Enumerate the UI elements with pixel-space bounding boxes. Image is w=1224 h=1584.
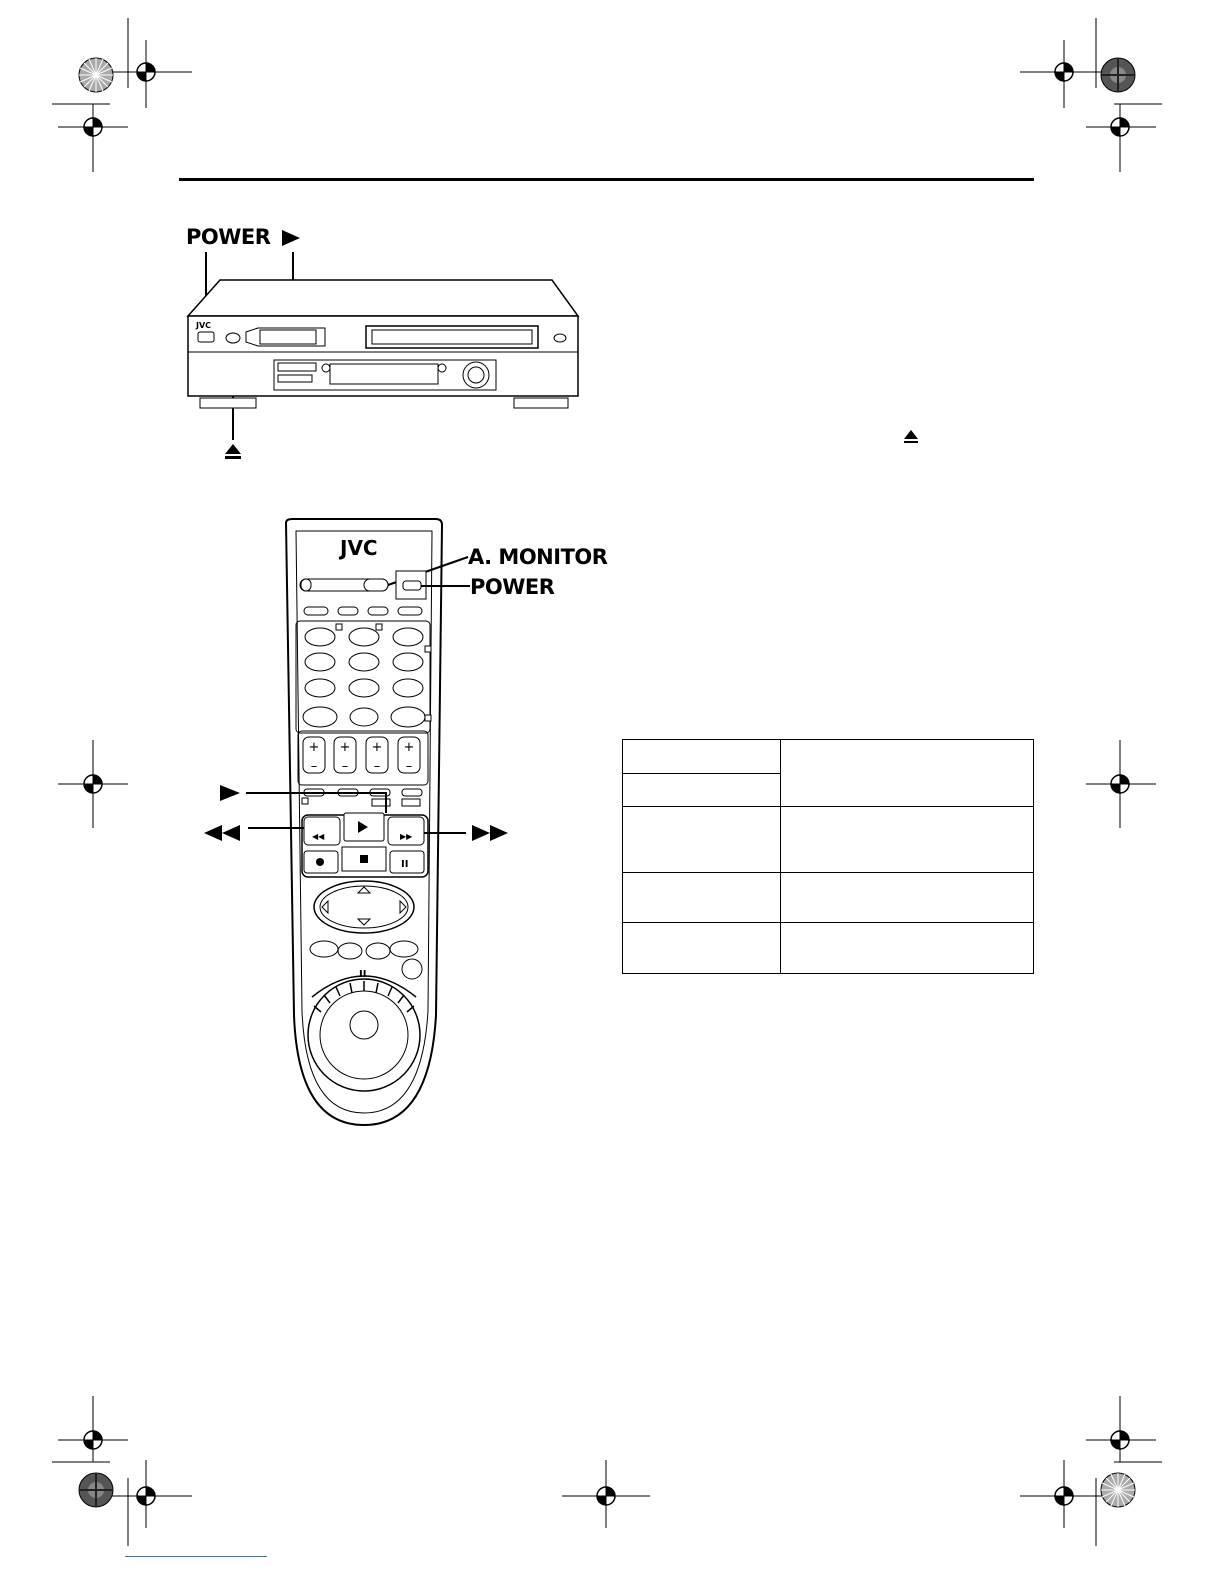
header-rule [179,178,1034,181]
remote-brand-text: JVC [340,536,378,560]
table-cell [623,873,781,923]
eject-icon [902,428,922,448]
remote-illustration [200,515,540,1135]
color-wheel-icon [76,1470,116,1510]
svg-text:–: – [310,759,318,774]
svg-text:–: – [341,759,349,774]
svg-text:–: – [373,759,381,774]
svg-text:–: – [405,759,413,774]
table-cell [781,923,1034,974]
table-row [623,807,1034,873]
svg-text:+: + [403,740,415,755]
rewind-icon [204,825,240,841]
svg-text:◀◀: ◀◀ [312,832,325,841]
table-row [623,873,1034,923]
vcr-brand-text: JVC [196,321,212,330]
svg-text:▶▶: ▶▶ [400,832,413,841]
color-wheel-icon [1098,1470,1138,1510]
table-row [623,923,1034,974]
table-cell [623,807,781,873]
play-icon [220,785,240,801]
remote-power-label: POWER [470,575,555,599]
vcr-illustration [180,222,580,462]
spec-table [622,739,1034,974]
table-cell [781,740,1034,807]
fast-forward-icon [472,825,508,841]
table-row [623,740,1034,774]
color-wheel-icon [76,55,116,95]
color-wheel-icon [1098,55,1138,95]
table-cell [781,873,1034,923]
eject-icon [225,444,241,459]
svg-text:+: + [371,740,383,755]
svg-text:+: + [308,740,320,755]
svg-text:II: II [359,969,367,980]
svg-text:+: + [339,740,351,755]
svg-text:II: II [401,859,409,870]
remote-a-monitor-label: A. MONITOR [468,545,608,569]
play-icon [282,230,300,246]
table-cell [623,774,781,807]
table-cell [623,740,781,774]
vcr-power-label: POWER [186,225,271,249]
footer-link-underline [125,1556,267,1557]
table-cell [623,923,781,974]
table-cell [781,807,1034,873]
